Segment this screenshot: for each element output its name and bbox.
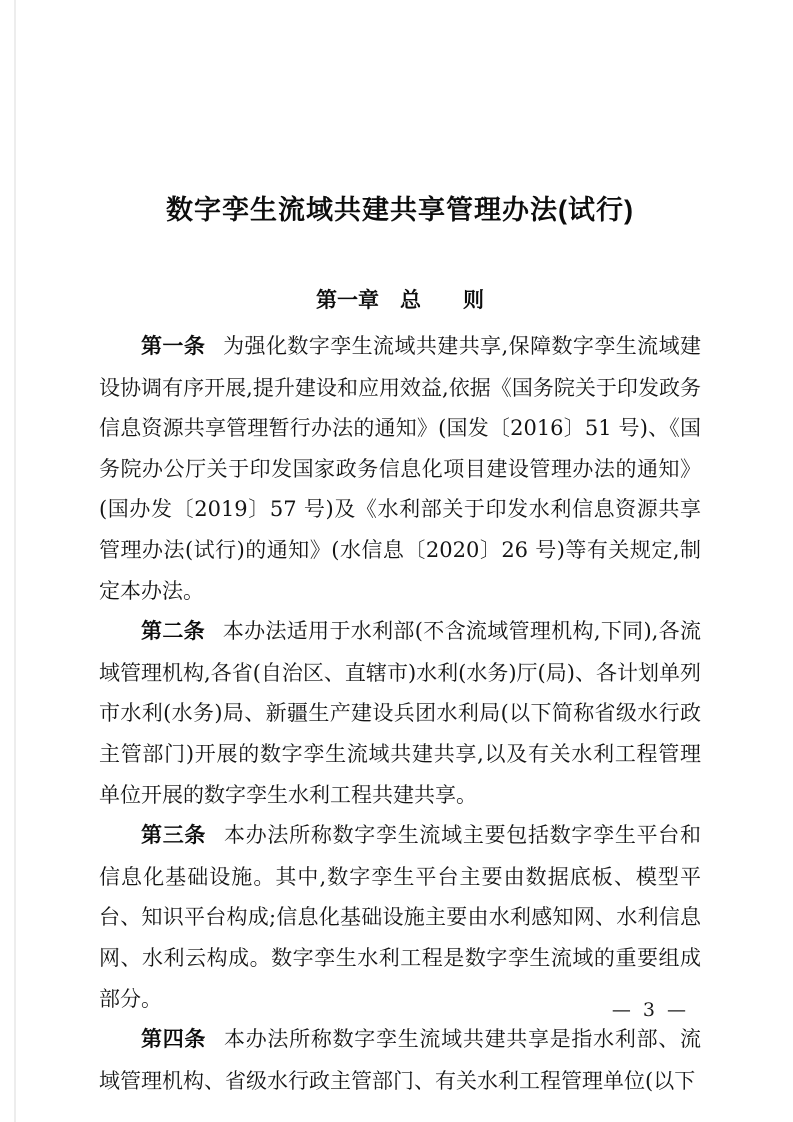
article-4-label: 第四条 [141, 1028, 207, 1052]
article-paragraph-1 [99, 326, 701, 611]
scan-edge-line [14, 0, 16, 1122]
chapter-heading: 第一章 总 则 [316, 289, 484, 312]
article-3-text: 本办法所称数字孪生流域主要包括数字孪生平台和信息化基础设施。其中,数字孪生平台主要由数据底板、模型平台、知识平台构成;信息化基础设施主要由水利感知网、水利信息网、水利云构成。数字孪生水利工程是数字孪生流域的重要组成部分。 [99, 823, 702, 1011]
article-paragraph-3 [99, 815, 701, 1019]
article-paragraph-2 [99, 611, 701, 815]
article-1-text: 为强化数字孪生流域共建共享,保障数字孪生流域建设协调有序开展,提升建设和应用效益,依据《国务院关于印发政务信息资源共享管理暂行办法的通知》(国发〔2016〕51 号)、《国务院办公厅关于印发国家政务信息化项目建设管理办法的通知》(国办发〔2019〕57 号)及《水利部关于印发水利信息资源共享管理办法(试行)的通知》(水信息〔2020〕26 号)等有关规定,制定本办法。 [99, 334, 701, 603]
document-body [99, 326, 701, 1101]
article-4-text: 本办法所称数字孪生流域共建共享是指水利部、流域管理机构、省级水行政主管部门、有关水利工程管理单位(以下 [99, 1027, 702, 1093]
article-2-label: 第二条 [141, 620, 205, 644]
document-title: 数字孪生流域共建共享管理办法(试行) [166, 195, 634, 225]
article-1-label: 第一条 [141, 335, 206, 358]
article-paragraph-4 [99, 1019, 701, 1101]
article-2-text: 本办法适用于水利部(不含流域管理机构,下同),各流域管理机构,各省(自治区、直辖市)水利(水务)厅(局)、各计划单列市水利(水务)局、新疆生产建设兵团水利局(以下简称省级水行政主管部门)开展的数字孪生流域共建共享,以及有关水利工程管理单位开展的数字孪生水利工程共建共享。 [99, 619, 701, 807]
article-3-label: 第三条 [141, 824, 207, 848]
document-content [99, 0, 701, 1101]
page-number: — 3 — [611, 999, 689, 1021]
